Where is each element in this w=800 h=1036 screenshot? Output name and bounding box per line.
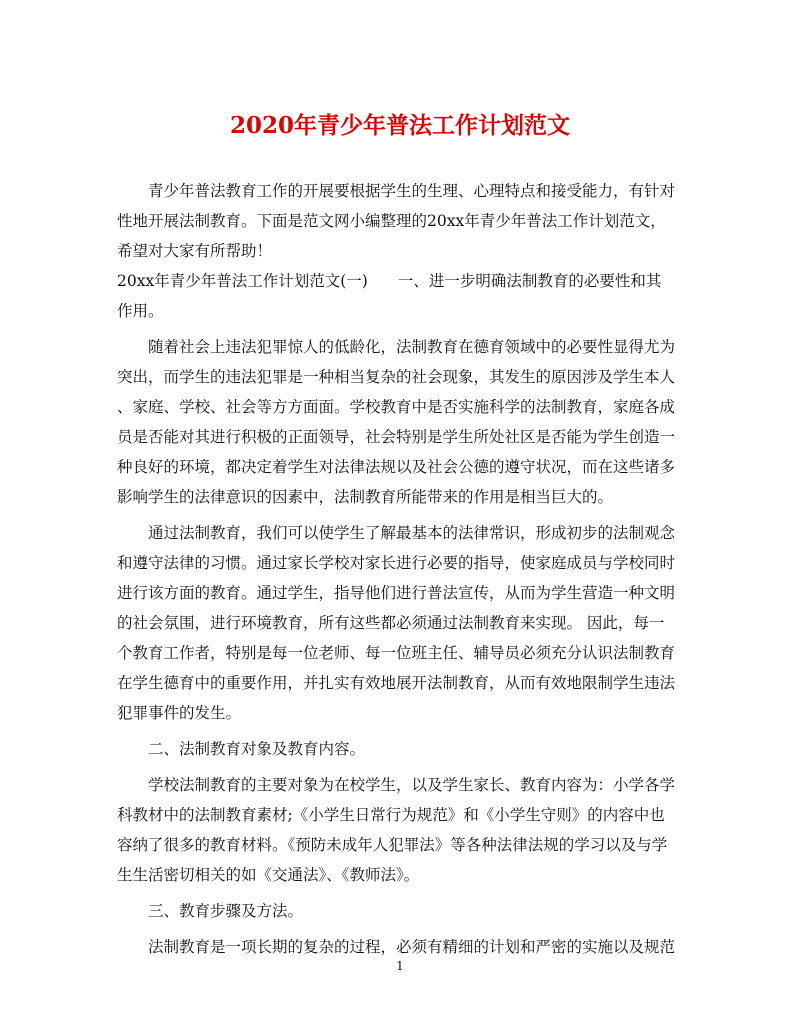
intro-line: 青少年普法教育工作的开展要根据学生的生理、心理特点和接受能力，有针对 — [148, 182, 676, 200]
paragraph-line: 个教育工作者，特别是每一位老师、每一位班主任、辅导员必须充分认识法制教育 — [117, 644, 676, 662]
section-one-heading: 一、进一步明确法制教育的必要性和其 — [397, 272, 662, 290]
paragraph-line: 和遵守法律的习惯。通过家长学校对家长进行必要的指导，使家庭成员与学校同时 — [117, 554, 676, 572]
paragraph-line: 学校法制教育的主要对象为在校学生，以及学生家长、教育内容为：小学各学 — [148, 776, 676, 794]
section-three-heading: 三、教育步骤及方法。 — [148, 902, 304, 920]
section-one-heading-cont: 作用。 — [117, 302, 164, 320]
paragraph-line: 影响学生的法律意识的因素中，法制教育所能带来的作用是相当巨大的。 — [117, 488, 614, 506]
intro-line: 希望对大家有所帮助！ — [117, 242, 273, 260]
section-heading-line — [117, 266, 683, 326]
paragraph-line: 突出，而学生的违法犯罪是一种相当复杂的社会现象，其发生的原因涉及学生本人 — [117, 368, 676, 386]
paragraph-line: 在学生德育中的重要作用，并扎实有效地展开法制教育，从而有效地限制学生违法 — [117, 674, 676, 692]
paragraph-line: 进行该方面的教育。通过学生，指导他们进行普法宣传，从而为学生营造一种文明 — [117, 584, 676, 602]
document-body — [117, 176, 683, 962]
paragraph-1 — [117, 332, 683, 512]
heading-3 — [117, 896, 683, 926]
paragraph-line: 法制教育是一项长期的复杂的过程，必须有精细的计划和严密的实施以及规范 — [148, 938, 676, 956]
paragraph-line: 种良好的环境，都决定着学生对法律法规以及社会公德的遵守状况，而在这些诸多 — [117, 458, 676, 476]
paragraph-line: 的社会氛围，进行环境教育，所有这些都必须通过法制教育来实现。 因此，每一 — [117, 614, 665, 632]
paragraph-line: 生生活密切相关的如《交通法》、《教师法》。 — [117, 866, 420, 884]
paragraph-line: 通过法制教育，我们可以使学生了解最基本的法律常识，形成初步的法制观念 — [148, 524, 676, 542]
paragraph-line: 随着社会上违法犯罪惊人的低龄化，法制教育在德育领域中的必要性显得尤为 — [148, 338, 676, 356]
intro-paragraph — [117, 176, 683, 266]
document-title: 2020年青少年普法工作计划范文 — [229, 112, 570, 139]
section-two-heading: 二、法制教育对象及教育内容。 — [148, 740, 366, 758]
paragraph-line: 科教材中的法制教育素材;《小学生日常行为规范》和《小学生守则》的内容中也 — [117, 806, 665, 824]
paragraph-line: 员是否能对其进行积极的正面领导，社会特别是学生所处社区是否能为学生创造一 — [117, 428, 676, 446]
paragraph-3 — [117, 770, 683, 890]
intro-line: 性地开展法制教育。下面是范文网小编整理的20xx年青少年普法工作计划范文， — [117, 212, 666, 230]
paragraph-2 — [117, 518, 683, 728]
heading-2 — [117, 734, 683, 764]
paragraph-line: 犯罪事件的发生。 — [117, 704, 242, 722]
page-number: 1 — [396, 959, 404, 973]
paragraph-line: 容纳了很多的教育材料。《预防未成年人犯罪法》等各种法律法规的学习以及与学 — [117, 836, 668, 854]
paragraph-line: 、家庭、学校、社会等方方面面。学校教育中是否实施科学的法制教育，家庭各成 — [117, 398, 676, 416]
section-heading: 20xx年青少年普法工作计划范文(一) — [117, 272, 368, 290]
